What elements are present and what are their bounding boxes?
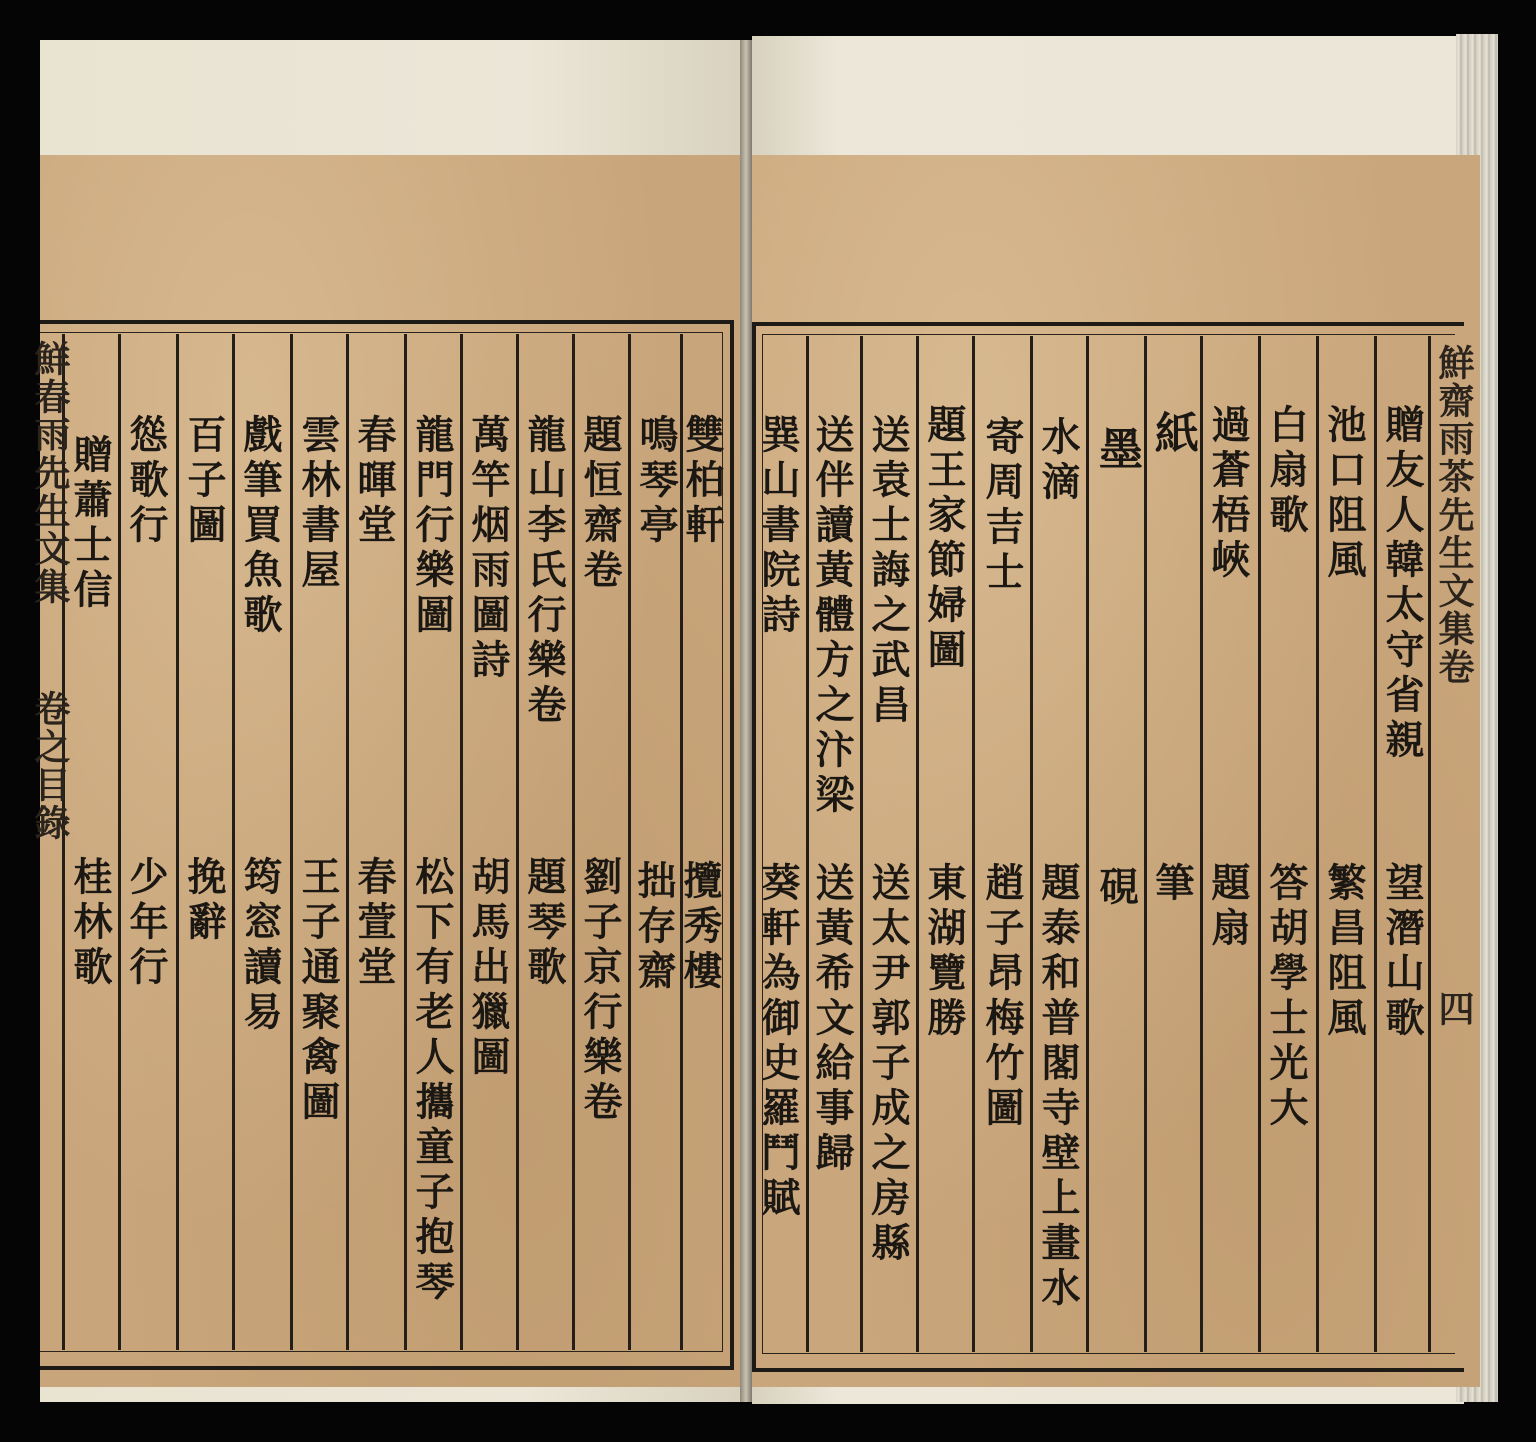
left-page-heading: 鮮春雨先生文集 — [29, 340, 71, 606]
right-entry-bottom: 望潛山歌 — [1379, 862, 1425, 1042]
left-entry-bottom: 拙存齋 — [631, 860, 677, 995]
right-entry-top: 送袁士誨之武昌 — [865, 414, 911, 729]
column-rule — [1428, 336, 1431, 1352]
right-page-heading-tail: 卷 — [1433, 648, 1475, 686]
right-entry-top: 池口阻風 — [1321, 404, 1367, 584]
column-rule — [572, 334, 575, 1350]
left-entry-bottom: 胡馬出獵圖 — [465, 856, 511, 1081]
column-rule — [916, 336, 919, 1352]
right-entry-top: 送伴讀黃體方之汴梁 — [809, 414, 855, 819]
column-rule — [404, 334, 407, 1350]
column-rule — [1200, 336, 1203, 1352]
left-entry-top: 萬竿烟雨圖詩 — [465, 414, 511, 684]
column-rule — [232, 334, 235, 1350]
right-entry-bottom: 題泰和普閣寺壁上畫水 — [1035, 862, 1081, 1312]
right-entry-top: 墨 — [1091, 426, 1142, 476]
left-page-heading-tail: 卷之目錄 — [29, 690, 71, 842]
column-rule — [1258, 336, 1261, 1352]
left-entry-top: 題恒齋卷 — [577, 414, 623, 594]
column-rule — [460, 334, 463, 1350]
right-entry-top: 紙 — [1147, 410, 1198, 460]
column-rule — [1316, 336, 1319, 1352]
left-entry-bottom: 挽辭 — [181, 856, 227, 946]
binding-gutter — [740, 40, 752, 1402]
left-entry-bottom: 題琴歌 — [521, 856, 567, 991]
left-entry-top: 贈蕭士信 — [67, 434, 113, 614]
right-entry-bottom: 送黃希文給事歸 — [809, 862, 855, 1177]
right-entry-top: 水滴 — [1035, 416, 1081, 506]
left-entry-bottom: 春萱堂 — [351, 856, 397, 991]
left-entry-bottom: 筠窓讀易 — [237, 856, 283, 1036]
left-entry-top: 雙柏軒 — [679, 414, 725, 549]
left-entry-bottom: 松下有老人攜童子抱琴 — [409, 856, 455, 1306]
right-entry-bottom: 題扇 — [1205, 862, 1251, 952]
left-entry-top: 龍門行樂圖 — [409, 414, 455, 639]
column-rule — [346, 334, 349, 1350]
right-entry-bottom: 葵軒為御史羅鬥賦 — [755, 862, 801, 1222]
column-rule — [1086, 336, 1089, 1352]
left-entry-top: 春暉堂 — [351, 414, 397, 549]
left-entry-bottom: 桂林歌 — [67, 856, 113, 991]
right-entry-top: 題王家節婦圖 — [921, 404, 967, 674]
left-entry-top: 雲林書屋 — [295, 414, 341, 594]
column-rule — [118, 334, 121, 1350]
column-rule — [516, 334, 519, 1350]
column-rule — [176, 334, 179, 1350]
left-entry-top: 百子圖 — [181, 414, 227, 549]
column-rule — [1144, 336, 1147, 1352]
left-entry-top: 鳴琴亭 — [633, 414, 679, 549]
column-rule — [1030, 336, 1033, 1352]
right-entry-bottom: 答胡學士光大 — [1263, 862, 1309, 1132]
left-entry-bottom: 王子通聚禽圖 — [295, 856, 341, 1126]
left-entry-top: 龍山李氏行樂卷 — [521, 414, 567, 729]
left-entry-top: 慫歌行 — [123, 414, 169, 549]
right-entry-bottom: 東湖覽勝 — [921, 862, 967, 1042]
right-entry-bottom: 送太尹郭子成之房縣 — [865, 862, 911, 1267]
right-entry-top: 寄周吉士 — [979, 416, 1025, 596]
right-entry-top: 白扇歌 — [1263, 404, 1309, 539]
right-page-folio: 四 — [1433, 990, 1475, 1028]
left-entry-bottom: 少年行 — [123, 856, 169, 991]
left-entry-bottom: 劉子京行樂卷 — [577, 856, 623, 1126]
column-rule — [1374, 336, 1377, 1352]
column-rule — [972, 336, 975, 1352]
right-entry-top: 巽山書院詩 — [755, 414, 801, 639]
right-entry-top: 贈友人韓太守省親 — [1379, 404, 1425, 764]
column-rule — [860, 336, 863, 1352]
left-entry-bottom: 攬秀樓 — [677, 860, 723, 995]
column-rule — [290, 334, 293, 1350]
column-rule — [628, 334, 631, 1350]
right-entry-bottom: 繁昌阻風 — [1321, 862, 1367, 1042]
right-entry-bottom: 硯 — [1093, 866, 1139, 911]
right-entry-bottom: 筆 — [1149, 862, 1195, 907]
left-entry-top: 戲筆買魚歌 — [237, 414, 283, 639]
right-entry-top: 過蒼梧峽 — [1205, 404, 1251, 584]
right-page-heading: 鮮齋雨茶先生文集 — [1433, 344, 1475, 648]
right-entry-bottom: 趙子昂梅竹圖 — [979, 862, 1025, 1132]
